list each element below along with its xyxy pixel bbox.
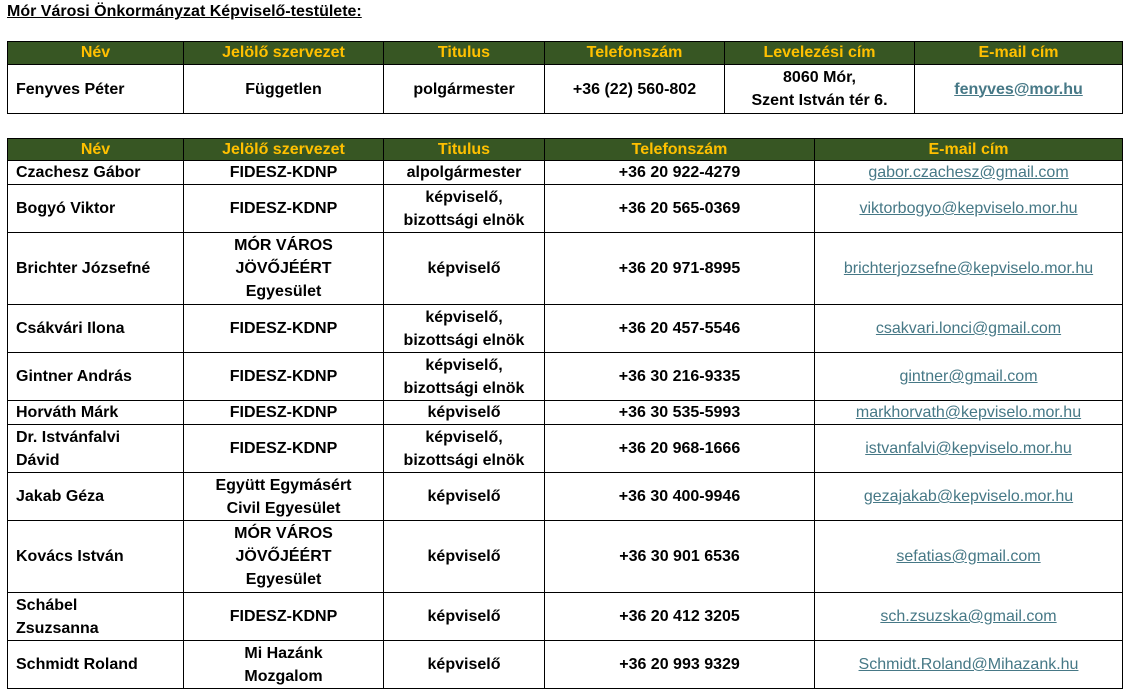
member-org	[184, 353, 384, 401]
member-email-cell	[815, 425, 1123, 473]
member-org-line: Egyesület	[245, 283, 322, 300]
member-title-line: képviselő	[427, 260, 501, 277]
member-org-line: JÖVŐJÉÉRT	[235, 548, 332, 565]
email-link[interactable]: sch.zsuzska@gmail.com	[880, 608, 1057, 625]
member-email-cell	[815, 161, 1123, 185]
member-org	[184, 473, 384, 521]
member-name-line: Gintner András	[16, 368, 132, 385]
member-phone: +36 30 216-9335	[545, 353, 815, 401]
member-org-line: Egyesület	[245, 571, 322, 588]
table-row	[8, 65, 1123, 114]
member-name: Fenyves Péter	[8, 65, 184, 114]
member-phone: +36 20 993 9329	[545, 641, 815, 689]
email-link[interactable]: fenyves@mor.hu	[954, 80, 1083, 98]
table-row	[8, 425, 1123, 473]
member-phone: +36 20 968-1666	[545, 425, 815, 473]
member-name	[8, 401, 184, 425]
header-address: Levelezési cím	[725, 42, 915, 65]
header-email: E-mail cím	[915, 42, 1123, 65]
header-org: Jelölő szervezet	[184, 139, 384, 161]
table-row	[8, 233, 1123, 305]
members-table	[7, 138, 1123, 689]
member-org	[184, 641, 384, 689]
member-org-line: FIDESZ-KDNP	[229, 608, 338, 625]
member-title	[384, 305, 545, 353]
member-org	[184, 521, 384, 593]
email-link[interactable]: csakvari.lonci@gmail.com	[875, 320, 1062, 337]
member-phone: +36 20 922-4279	[545, 161, 815, 185]
email-link[interactable]: viktorbogyo@kepviselo.mor.hu	[859, 200, 1078, 217]
header-phone: Telefonszám	[545, 139, 815, 161]
member-email-cell	[815, 353, 1123, 401]
member-title-line: képviselő	[427, 404, 501, 421]
member-org	[184, 161, 384, 185]
member-name	[8, 593, 184, 641]
member-email-cell	[815, 473, 1123, 521]
member-phone: +36 20 565-0369	[545, 185, 815, 233]
member-org-line: FIDESZ-KDNP	[229, 320, 338, 337]
member-title-line: képviselő,	[425, 428, 503, 446]
table-row	[8, 641, 1123, 689]
email-link[interactable]: markhorvath@kepviselo.mor.hu	[855, 404, 1082, 421]
member-name-line: Bogyó Viktor	[16, 200, 116, 217]
member-title-line: bizottsági elnök	[403, 331, 525, 349]
member-phone: +36 (22) 560-802	[545, 65, 725, 114]
member-email-cell	[915, 65, 1123, 114]
member-org-line: Mi Hazánk	[244, 644, 323, 662]
header-title: Titulus	[384, 139, 545, 161]
member-org: Független	[184, 65, 384, 114]
mayor-table-header	[8, 42, 1123, 65]
member-title	[384, 473, 545, 521]
member-title-line: képviselő	[427, 656, 501, 673]
member-org	[184, 185, 384, 233]
member-title	[384, 521, 545, 593]
member-title	[384, 641, 545, 689]
member-title: polgármester	[384, 65, 545, 114]
member-phone: +36 30 535-5993	[545, 401, 815, 425]
member-title-line: képviselő	[427, 608, 501, 625]
header-title: Titulus	[384, 42, 545, 65]
member-name	[8, 473, 184, 521]
member-title	[384, 593, 545, 641]
email-link[interactable]: Schmidt.Roland@Mihazank.hu	[858, 656, 1079, 673]
member-phone: +36 20 971-8995	[545, 233, 815, 305]
member-org	[184, 401, 384, 425]
member-org	[184, 425, 384, 473]
email-link[interactable]: gintner@gmail.com	[899, 368, 1038, 385]
header-phone: Telefonszám	[545, 42, 725, 65]
member-title-line: képviselő,	[425, 308, 503, 326]
table-row	[8, 305, 1123, 353]
member-org-line: JÖVŐJÉÉRT	[235, 260, 332, 277]
member-org-line: Együtt Egymásért	[215, 476, 352, 494]
email-link[interactable]: brichterjozsefne@kepviselo.mor.hu	[843, 260, 1094, 277]
member-title-line: bizottsági elnök	[403, 379, 525, 397]
email-link[interactable]: gabor.czachesz@gmail.com	[868, 164, 1069, 181]
header-email: E-mail cím	[815, 139, 1123, 161]
member-name-line: Jakab Géza	[16, 488, 105, 505]
member-address	[725, 65, 915, 114]
member-email-cell	[815, 185, 1123, 233]
members-table-body	[8, 161, 1123, 689]
member-title	[384, 161, 545, 185]
email-link[interactable]: sefatias@gmail.com	[896, 548, 1041, 565]
table-row	[8, 353, 1123, 401]
member-phone: +36 30 901 6536	[545, 521, 815, 593]
member-email-cell	[815, 593, 1123, 641]
member-org-line: MÓR VÁROS	[234, 237, 333, 254]
address-line: Szent István tér 6.	[751, 92, 888, 109]
member-org	[184, 233, 384, 305]
member-name-line: Horváth Márk	[16, 404, 119, 421]
member-org-line: FIDESZ-KDNP	[229, 440, 338, 457]
member-name-line: Brichter Józsefné	[16, 260, 151, 277]
email-link[interactable]: istvanfalvi@kepviselo.mor.hu	[865, 440, 1072, 457]
header-name: Név	[8, 139, 184, 161]
member-name-line: Dr. Istvánfalvi	[16, 428, 121, 446]
member-name	[8, 425, 184, 473]
member-title-line: képviselő	[427, 548, 501, 565]
member-name-line: Schábel	[16, 596, 78, 614]
table-row	[8, 401, 1123, 425]
member-title-line: képviselő	[427, 488, 501, 505]
member-name	[8, 233, 184, 305]
member-email-cell	[815, 641, 1123, 689]
member-name-line: Csákvári Ilona	[16, 320, 125, 337]
member-title-line: alpolgármester	[406, 164, 522, 181]
member-org-line: MÓR VÁROS	[234, 525, 333, 542]
member-name	[8, 353, 184, 401]
member-org-line: FIDESZ-KDNP	[229, 404, 338, 421]
member-name	[8, 161, 184, 185]
table-row	[8, 185, 1123, 233]
header-org: Jelölő szervezet	[184, 42, 384, 65]
member-email-cell	[815, 401, 1123, 425]
member-name	[8, 641, 184, 689]
table-row	[8, 473, 1123, 521]
member-name-line: Kovács István	[16, 548, 124, 565]
member-title-line: képviselő,	[425, 356, 503, 374]
member-email-cell	[815, 521, 1123, 593]
members-table-header	[8, 139, 1123, 161]
address-line: 8060 Mór,	[783, 69, 856, 86]
member-name	[8, 305, 184, 353]
member-name-line: Dávid	[16, 451, 60, 469]
member-title	[384, 185, 545, 233]
member-name	[8, 185, 184, 233]
member-name-line: Czachesz Gábor	[16, 164, 141, 181]
member-name-line: Zsuzsanna	[16, 619, 99, 637]
member-org-line: Mozgalom	[244, 667, 323, 685]
member-title	[384, 353, 545, 401]
member-phone: +36 30 400-9946	[545, 473, 815, 521]
member-title	[384, 425, 545, 473]
page-title: Mór Városi Önkormányzat Képviselő-testülete:	[7, 3, 362, 20]
member-phone: +36 20 457-5546	[545, 305, 815, 353]
member-title-line: bizottsági elnök	[403, 451, 525, 469]
email-link[interactable]: gezajakab@kepviselo.mor.hu	[863, 488, 1074, 505]
member-org-line: Civil Egyesület	[226, 499, 341, 517]
member-org	[184, 593, 384, 641]
member-title	[384, 401, 545, 425]
member-org-line: FIDESZ-KDNP	[229, 368, 338, 385]
member-phone: +36 20 412 3205	[545, 593, 815, 641]
table-row	[8, 521, 1123, 593]
member-title	[384, 233, 545, 305]
member-email-cell	[815, 233, 1123, 305]
table-row	[8, 161, 1123, 185]
member-name	[8, 521, 184, 593]
member-title-line: képviselő,	[425, 188, 503, 206]
header-name: Név	[8, 42, 184, 65]
member-email-cell	[815, 305, 1123, 353]
member-org-line: FIDESZ-KDNP	[229, 164, 338, 181]
mayor-table	[7, 41, 1123, 114]
table-row	[8, 593, 1123, 641]
member-org-line: FIDESZ-KDNP	[229, 200, 338, 217]
member-name-line: Schmidt Roland	[16, 656, 138, 673]
member-org	[184, 305, 384, 353]
member-title-line: bizottsági elnök	[403, 211, 525, 229]
